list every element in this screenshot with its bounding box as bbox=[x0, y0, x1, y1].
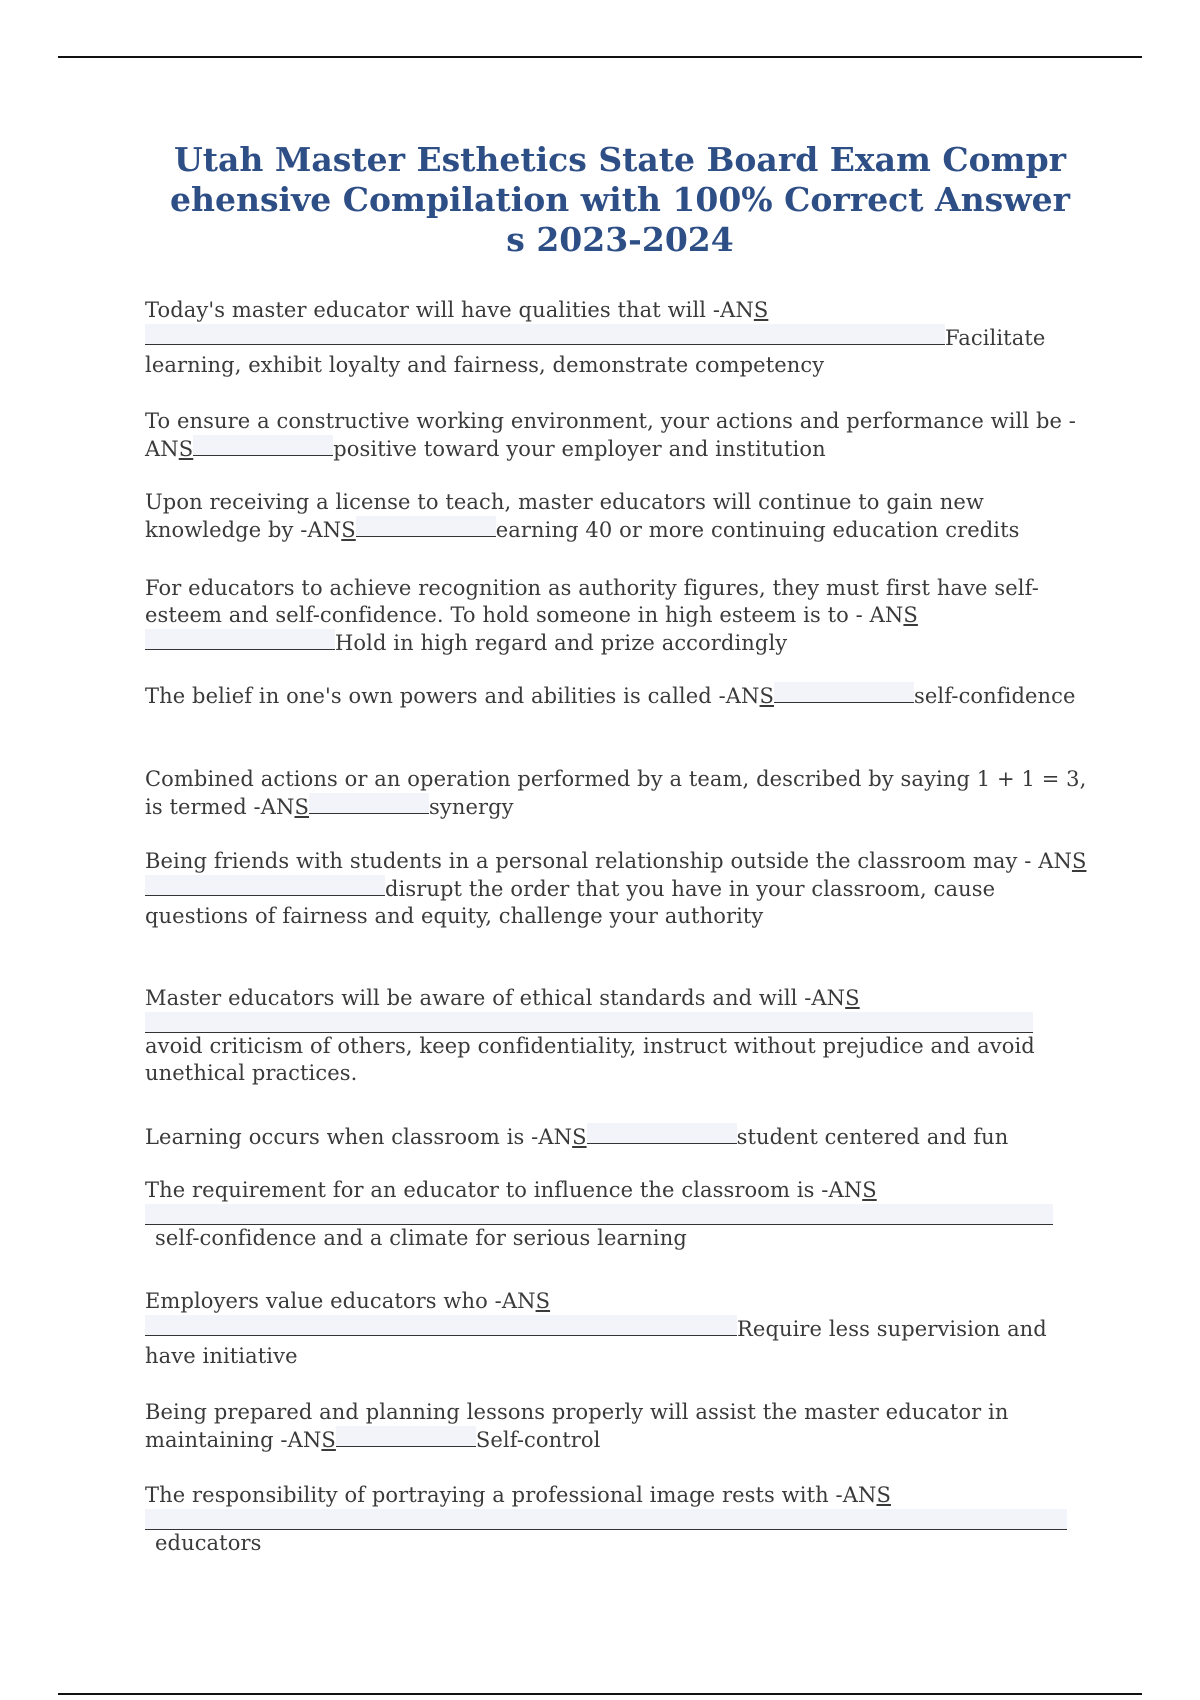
ans-marker: S bbox=[903, 603, 918, 627]
ans-marker: S bbox=[341, 518, 356, 542]
ans-marker: S bbox=[178, 437, 194, 461]
ans-marker: S bbox=[759, 684, 775, 708]
answer-blank bbox=[145, 324, 945, 345]
ans-marker: S bbox=[876, 1483, 891, 1507]
answer-text: educators bbox=[155, 1531, 262, 1555]
answer-text: earning 40 or more continuing education credits bbox=[495, 518, 1020, 542]
answer-blank bbox=[336, 1426, 476, 1447]
qa-item bbox=[145, 1399, 1090, 1454]
answer-blank bbox=[145, 629, 335, 650]
ans-marker: S bbox=[845, 986, 860, 1010]
qa-item bbox=[145, 408, 1090, 463]
ans-marker: S bbox=[862, 1178, 877, 1202]
qa-item bbox=[145, 489, 1090, 544]
answer-text: disrupt the order that you have in your classroom, cause questions of fairness and equity, challenge your authority bbox=[145, 877, 996, 928]
ans-marker: S bbox=[1071, 849, 1087, 873]
answer-text: Require less supervision and have initiative bbox=[145, 1317, 1047, 1368]
answer-blank bbox=[145, 1204, 1053, 1225]
qa-item bbox=[145, 575, 1090, 657]
qa-item bbox=[145, 1123, 1090, 1151]
question-text: Employers value educators who -AN bbox=[145, 1289, 536, 1313]
answer-blank bbox=[145, 1315, 737, 1336]
qa-item bbox=[145, 1177, 1090, 1252]
answer-text: Hold in high regard and prize accordingly bbox=[335, 631, 788, 655]
qa-item bbox=[145, 1482, 1090, 1557]
answer-blank bbox=[587, 1123, 737, 1144]
answer-blank bbox=[774, 682, 914, 703]
document-title: Utah Master Esthetics State Board Exam Comprehensive Compilation with 100% Correct Answers 2023-2024 bbox=[170, 140, 1070, 259]
question-text: The belief in one's own powers and abilities is called -AN bbox=[145, 684, 760, 708]
ans-marker: S bbox=[753, 298, 769, 322]
question-text: To ensure a constructive working environment, your actions and performance will be - AN bbox=[145, 409, 1077, 461]
qa-item bbox=[145, 682, 1090, 710]
answer-text: Self-control bbox=[475, 1428, 601, 1452]
top-rule bbox=[58, 56, 1142, 58]
qa-item bbox=[145, 848, 1090, 930]
qa-item bbox=[145, 1288, 1090, 1370]
answer-text: synergy bbox=[428, 795, 514, 819]
answer-blank bbox=[356, 516, 496, 537]
answer-text: Facilitate learning, exhibit loyalty and fairness, demonstrate competency bbox=[145, 326, 1046, 377]
question-text: The requirement for an educator to influence the classroom is -AN bbox=[145, 1178, 863, 1202]
question-text: Being friends with students in a personal relationship outside the classroom may - AN bbox=[145, 849, 1072, 873]
qa-item bbox=[145, 766, 1090, 821]
question-text: Upon receiving a license to teach, master educators will continue to gain new knowledge by -AN bbox=[145, 490, 984, 542]
question-text: Learning occurs when classroom is -AN bbox=[145, 1125, 573, 1149]
answer-text: self-confidence bbox=[914, 684, 1076, 708]
answer-text: student centered and fun bbox=[736, 1125, 1009, 1149]
question-text: For educators to achieve recognition as authority figures, they must first have self-esteem and self-confidence. To hold someone in high esteem is to - AN bbox=[145, 576, 1039, 627]
answer-blank bbox=[145, 1509, 1067, 1530]
question-text: Today's master educator will have qualities that will -AN bbox=[145, 298, 754, 322]
ans-marker: S bbox=[572, 1125, 587, 1149]
question-text: Combined actions or an operation performed by a team, described by saying 1 + 1 = 3, is termed -AN bbox=[145, 767, 1087, 819]
ans-marker: S bbox=[321, 1428, 336, 1452]
answer-blank bbox=[309, 793, 429, 814]
answer-text: self-confidence and a climate for serious learning bbox=[155, 1226, 687, 1250]
answer-text: avoid criticism of others, keep confidentiality, instruct without prejudice and avoid unethical practices. bbox=[145, 1034, 1035, 1085]
question-text: Master educators will be aware of ethical standards and will -AN bbox=[145, 986, 846, 1010]
qa-item bbox=[145, 985, 1090, 1087]
answer-text: positive toward your employer and institution bbox=[333, 437, 826, 461]
answer-blank bbox=[145, 875, 385, 896]
answer-blank bbox=[145, 1012, 1033, 1033]
bottom-rule bbox=[58, 1693, 1142, 1695]
qa-item bbox=[145, 297, 1090, 379]
question-text: The responsibility of portraying a professional image rests with -AN bbox=[145, 1483, 877, 1507]
answer-blank bbox=[193, 435, 333, 456]
ans-marker: S bbox=[294, 795, 309, 819]
question-text: Being prepared and planning lessons properly will assist the master educator in maintaining -AN bbox=[145, 1400, 1009, 1452]
ans-marker: S bbox=[535, 1289, 551, 1313]
